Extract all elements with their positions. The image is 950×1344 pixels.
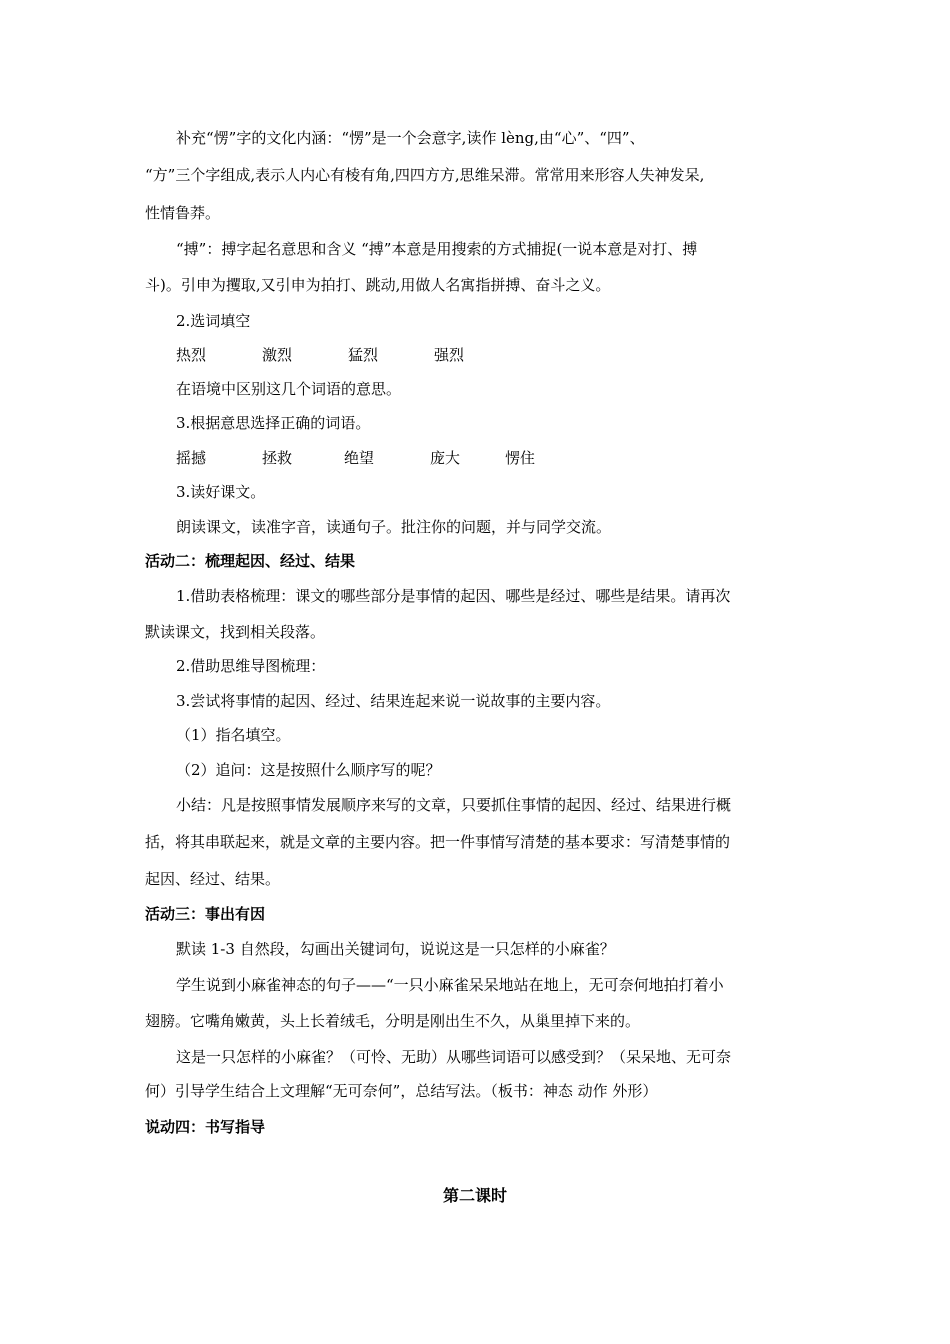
section3b-text: 朗读课文，读准字音，读通句子。批注你的问题，并与同学交流。 xyxy=(176,518,612,536)
activity2-item1-line1: 1.借助表格梳理：课文的哪些部分是事情的起因、哪些是经过、哪些是结果。请再次 xyxy=(176,587,731,605)
para1-line2: “方”三个字组成,表示人内心有棱有角,四四方方,思维呆滞。常常用来形容人失神发呆, xyxy=(145,166,705,184)
section3-label: 3.根据意思选择正确的词语。 xyxy=(176,414,371,432)
activity3-heading: 活动三：事出有因 xyxy=(145,905,266,923)
para2-line1: “搏”：搏字起名意思和含义 “搏”本意是用搜索的方式捕捉(一说本意是对打、搏 xyxy=(176,240,698,258)
word-item: 愣住 xyxy=(505,449,536,467)
activity4-heading: 说动四：书写指导 xyxy=(145,1118,266,1136)
activity2-sub2: （2）追问：这是按照什么顺序写的呢？ xyxy=(176,761,441,779)
activity2-summary-line3: 起因、经过、结果。 xyxy=(145,870,281,888)
section2-label: 2.选词填空 xyxy=(176,312,251,330)
word-item: 庞大 xyxy=(430,449,461,467)
activity3-para2-line2: 翅膀。它嘴角嫩黄，头上长着绒毛，分明是刚出生不久，从巢里掉下来的。 xyxy=(145,1012,641,1030)
word-item: 激烈 xyxy=(262,346,293,364)
activity2-item2: 2.借助思维导图梳理： xyxy=(176,657,326,675)
activity2-summary-line2: 括，将其串联起来，就是文章的主要内容。把一件事情写清楚的基本要求：写清楚事情的 xyxy=(145,833,731,851)
section3b-label: 3.读好课文。 xyxy=(176,483,266,501)
word-item: 摇撼 xyxy=(176,449,207,467)
activity2-summary-line1: 小结：凡是按照事情发展顺序来写的文章，只要抓住事情的起因、经过、结果进行概 xyxy=(176,796,732,814)
activity2-item1-line2: 默读课文，找到相关段落。 xyxy=(145,623,326,641)
section2-note: 在语境中区别这几个词语的意思。 xyxy=(176,380,402,398)
word-item: 强烈 xyxy=(434,346,465,364)
activity3-para3-line2: 何）引导学生结合上文理解“无可奈何”，总结写法。（板书：神态 动作 外形） xyxy=(145,1082,658,1100)
para2-line2: 斗)。引申为攫取,又引申为拍打、跳动,用做人名寓指拼搏、奋斗之义。 xyxy=(145,276,611,294)
word-item: 热烈 xyxy=(176,346,207,364)
word-item: 猛烈 xyxy=(348,346,379,364)
activity3-para3-line1: 这是一只怎样的小麻雀？（可怜、无助）从哪些词语可以感受到？（呆呆地、无可奈 xyxy=(176,1048,732,1066)
section2-word-list xyxy=(176,345,464,365)
activity3-para1: 默读 1-3 自然段，勾画出关键词句，说说这是一只怎样的小麻雀？ xyxy=(176,940,615,958)
word-item: 拯救 xyxy=(262,449,293,467)
activity2-heading: 活动二：梳理起因、经过、结果 xyxy=(145,552,356,570)
para1-line1: 补充“愣”字的文化内涵：“愣”是一个会意字,读作 lèng,由“心”、“四”、 xyxy=(176,129,645,147)
section3-word-list xyxy=(176,448,535,468)
activity2-sub1: （1）指名填空。 xyxy=(176,726,291,744)
activity2-item3: 3.尝试将事情的起因、经过、结果连起来说一说故事的主要内容。 xyxy=(176,692,611,710)
activity3-para2-line1: 学生说到小麻雀神态的句子——“一只小麻雀呆呆地站在地上，无可奈何地拍打着小 xyxy=(176,976,724,994)
para1-line3: 性情鲁莽。 xyxy=(145,204,221,222)
lesson-title: 第二课时 xyxy=(442,1186,507,1205)
word-item: 绝望 xyxy=(344,449,375,467)
